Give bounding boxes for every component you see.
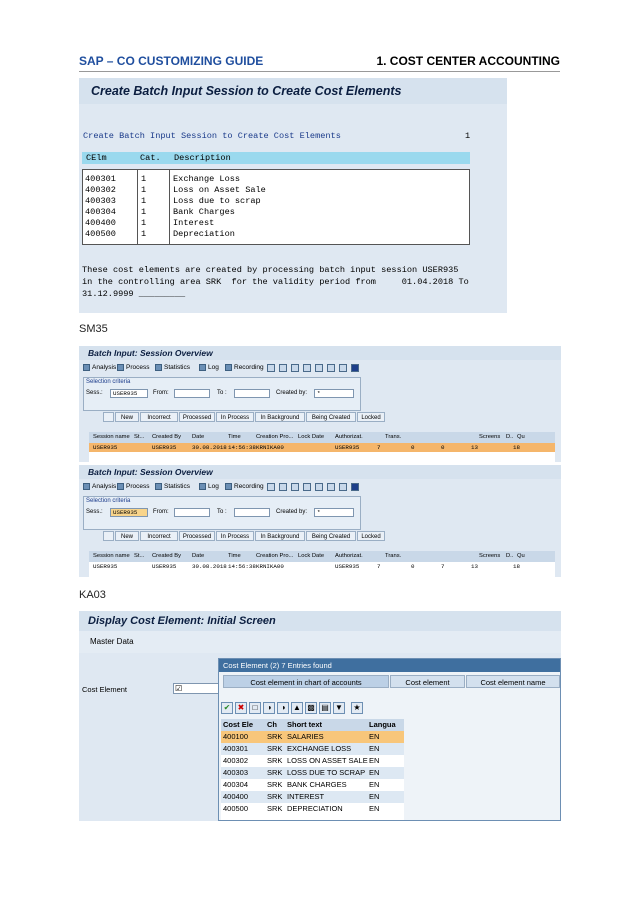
tab-new[interactable]: New xyxy=(115,531,139,541)
screen-title: Create Batch Input Session to Create Cost Elements xyxy=(79,78,507,104)
analysis-button[interactable]: Analysis xyxy=(83,362,116,374)
trash-icon[interactable] xyxy=(267,483,275,491)
recording-button[interactable]: Recording xyxy=(225,481,264,493)
session-grid xyxy=(89,551,555,581)
find-icon[interactable]: ◑ xyxy=(263,702,275,714)
table-row[interactable]: 400500 SRK DEPRECIATION EN xyxy=(223,804,380,813)
created-by-label: Created by: xyxy=(276,509,308,515)
session-note: These cost elements are created by processing batch input session USER935 in the controlling area SRK for the validity period from 01.04.2018 To 31.12.9999 _________ xyxy=(82,265,469,299)
check-icon[interactable]: ✔ xyxy=(221,702,233,714)
session-input[interactable]: USER935 xyxy=(110,508,148,517)
selection-criteria xyxy=(83,377,361,411)
filter-icon[interactable]: ▼ xyxy=(333,702,345,714)
settings-icon[interactable]: ★ xyxy=(351,702,363,714)
tab-in-process[interactable]: In Process xyxy=(216,412,254,422)
unlock-icon[interactable] xyxy=(291,483,299,491)
from-label: From: xyxy=(153,509,169,515)
grid-header: Session name St... Created By Date Time Creation Pro... Lock Date Authorizat. Trans. Screens D.. Qu xyxy=(89,551,555,562)
find-icon[interactable] xyxy=(327,364,335,372)
cost-element-label: Cost Element xyxy=(82,685,128,694)
table-row[interactable]: 400303 SRK LOSS DUE TO SCRAP EN xyxy=(221,767,404,779)
from-date-input[interactable] xyxy=(174,508,210,517)
tab-new[interactable]: New xyxy=(115,412,139,422)
col-description: Description xyxy=(174,153,231,163)
col-cat: Cat. xyxy=(140,153,161,163)
tab-being-created[interactable]: Being Created xyxy=(306,531,356,541)
tab-processed[interactable]: Processed xyxy=(179,412,215,422)
tab-cost-element[interactable]: Cost element xyxy=(390,675,465,688)
session-overview-1 xyxy=(79,346,561,462)
tab-in-background[interactable]: In Background xyxy=(255,412,305,422)
table-row: 400400 1 Interest xyxy=(85,218,215,228)
new-icon[interactable]: □ xyxy=(249,702,261,714)
find-next-icon[interactable]: ◑ xyxy=(277,702,289,714)
statistics-button[interactable]: Statistics xyxy=(155,481,190,493)
to-date-input[interactable] xyxy=(234,508,270,517)
to-label: To : xyxy=(217,390,227,396)
table-row[interactable]: USER935 USER935 30.08.2018 14:56:38 KRNIKA00 USER935 7 0 0 13 18 xyxy=(89,443,555,452)
to-label: To : xyxy=(217,509,227,515)
tab-being-created[interactable]: Being Created xyxy=(306,412,356,422)
session-grid xyxy=(89,432,555,462)
find-icon[interactable] xyxy=(327,483,335,491)
col-celm: CElm xyxy=(86,153,107,163)
table-row: 400303 1 Loss due to scrap xyxy=(85,196,261,206)
filter-icon[interactable] xyxy=(303,364,311,372)
sort-icon[interactable] xyxy=(315,483,323,491)
analysis-button[interactable]: Analysis xyxy=(83,481,116,493)
sort-icon[interactable] xyxy=(315,364,323,372)
batch-session-screenshot xyxy=(79,78,507,313)
list-subtitle: Create Batch Input Session to Create Cost Elements xyxy=(83,131,341,141)
session-input[interactable]: USER935 xyxy=(110,389,148,398)
table-row: 400304 1 Bank Charges xyxy=(85,207,235,217)
popup-title: Cost Element (2) 7 Entries found xyxy=(219,659,560,672)
tab-processed[interactable]: Processed xyxy=(179,531,215,541)
tab-incorrect[interactable]: Incorrect xyxy=(140,531,178,541)
process-button[interactable]: Process xyxy=(117,481,149,493)
popup-toolbar xyxy=(221,701,381,717)
list-column-header xyxy=(82,152,470,164)
log-button[interactable]: Log xyxy=(199,362,219,374)
selection-criteria xyxy=(83,496,361,530)
tab-all[interactable] xyxy=(103,412,114,422)
table-row[interactable]: USER935 USER935 30.08.2018 14:56:38 KRNIKA00 USER935 7 0 7 13 18 xyxy=(93,563,520,570)
table-row: 400301 1 Exchange Loss xyxy=(85,174,241,184)
label-ka03: KA03 xyxy=(79,589,106,601)
tab-cost-element-name[interactable]: Cost element name xyxy=(466,675,560,688)
recording-button[interactable]: Recording xyxy=(225,362,264,374)
table-row[interactable]: 400302 SRK LOSS ON ASSET SALE EN xyxy=(223,756,380,765)
print-icon[interactable]: ▩ xyxy=(305,702,317,714)
unlock-icon[interactable] xyxy=(291,364,299,372)
filter-icon[interactable] xyxy=(303,483,311,491)
header-divider xyxy=(79,71,560,72)
sort-icon[interactable]: ▲ xyxy=(291,702,303,714)
tab-chart-of-accounts[interactable]: Cost element in chart of accounts xyxy=(223,675,389,688)
select-all-icon[interactable] xyxy=(339,483,347,491)
created-by-label: Created by: xyxy=(276,390,308,396)
select-all-icon[interactable] xyxy=(339,364,347,372)
window-title: Batch Input: Session Overview xyxy=(79,346,561,360)
info-icon[interactable] xyxy=(351,483,359,491)
tab-in-process[interactable]: In Process xyxy=(216,531,254,541)
created-by-input[interactable]: * xyxy=(314,508,354,517)
table-row: 400302 1 Loss on Asset Sale xyxy=(85,185,266,195)
session-overview-2 xyxy=(79,465,561,577)
tab-locked[interactable]: Locked xyxy=(357,412,385,422)
sess-label: Sess.: xyxy=(86,509,103,515)
window-title: Batch Input: Session Overview xyxy=(79,465,561,479)
cancel-icon[interactable]: ✖ xyxy=(235,702,247,714)
popup-tabs xyxy=(219,675,560,688)
created-by-input[interactable]: * xyxy=(314,389,354,398)
doc-header-right: 1. COST CENTER ACCOUNTING xyxy=(376,54,560,68)
label-sm35: SM35 xyxy=(79,323,108,335)
cost-element-table xyxy=(82,169,470,245)
table-row[interactable]: 400304 SRK BANK CHARGES EN xyxy=(223,780,380,789)
display-cost-element-screen xyxy=(79,611,561,821)
lock-icon[interactable] xyxy=(279,364,287,372)
info-icon[interactable] xyxy=(351,364,359,372)
doc-header-left: SAP – CO CUSTOMIZING GUIDE xyxy=(79,54,264,68)
criteria-title: Selection criteria xyxy=(86,379,131,385)
trash-icon[interactable] xyxy=(267,364,275,372)
search-help-popup xyxy=(218,658,561,821)
tab-incorrect[interactable]: Incorrect xyxy=(140,412,178,422)
window-title: Display Cost Element: Initial Screen xyxy=(79,611,561,631)
lock-icon[interactable] xyxy=(279,483,287,491)
export-icon[interactable]: ▤ xyxy=(319,702,331,714)
log-button[interactable]: Log xyxy=(199,481,219,493)
search-help-icon[interactable]: ☑ xyxy=(175,684,183,693)
criteria-title: Selection criteria xyxy=(86,498,131,504)
page-number: 1 xyxy=(465,131,471,141)
sess-label: Sess.: xyxy=(86,390,103,396)
from-label: From: xyxy=(153,390,169,396)
to-date-input[interactable] xyxy=(234,389,270,398)
table-row: 400500 1 Depreciation xyxy=(85,229,235,239)
tab-locked[interactable]: Locked xyxy=(357,531,385,541)
tab-in-background[interactable]: In Background xyxy=(255,531,305,541)
tab-all[interactable] xyxy=(103,531,114,541)
result-grid xyxy=(221,719,404,820)
from-date-input[interactable] xyxy=(174,389,210,398)
table-row[interactable]: 400100 SRK SALARIES EN xyxy=(221,731,404,743)
grid-header: Cost Ele Ch Short text Langua xyxy=(221,719,404,731)
grid-header: Session name St... Created By Date Time Creation Pro... Lock Date Authorizat. Trans. Screens D.. Qu xyxy=(89,432,555,443)
table-row[interactable]: 400400 SRK INTEREST EN xyxy=(221,791,404,803)
statistics-button[interactable]: Statistics xyxy=(155,362,190,374)
table-row[interactable]: 400301 SRK EXCHANGE LOSS EN xyxy=(221,743,404,755)
master-data-button[interactable]: Master Data xyxy=(79,631,561,653)
process-button[interactable]: Process xyxy=(117,362,149,374)
